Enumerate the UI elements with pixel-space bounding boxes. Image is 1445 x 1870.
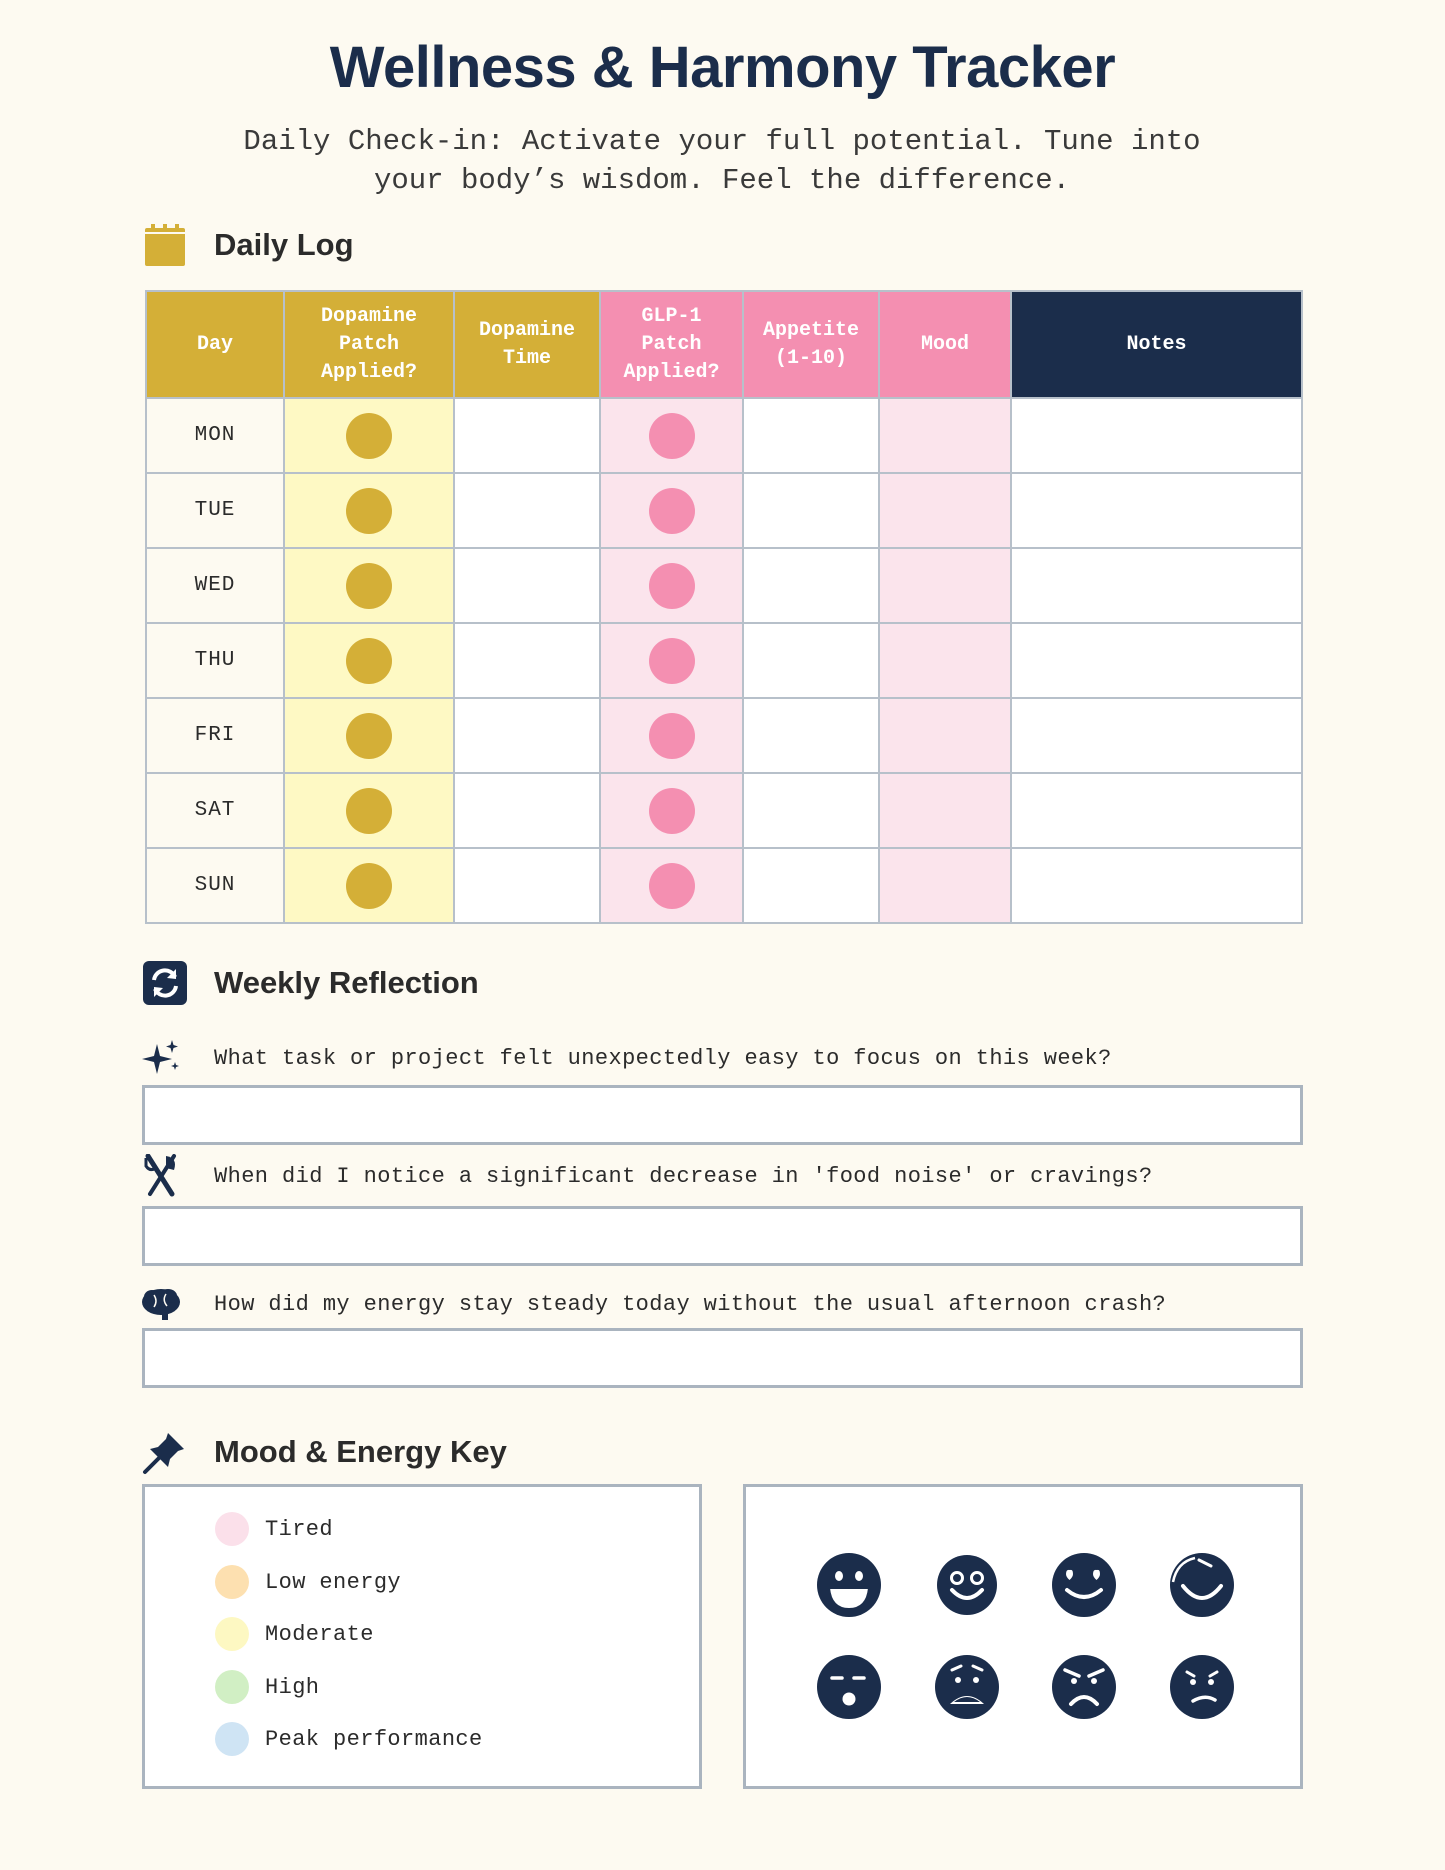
mood-cell[interactable] [879, 698, 1011, 773]
dopamine-time-cell[interactable] [454, 623, 600, 698]
checkbox-dot[interactable] [346, 788, 392, 834]
swatch [215, 1565, 249, 1599]
dopamine-patch-cell[interactable] [284, 548, 454, 623]
mood-cell[interactable] [879, 398, 1011, 473]
legend-item-high: High [215, 1669, 319, 1705]
dopamine-time-cell[interactable] [454, 698, 600, 773]
notes-cell[interactable] [1011, 698, 1302, 773]
question-text: When did I notice a significant decrease in 'food noise' or cravings? [214, 1163, 1153, 1189]
mood-cell[interactable] [879, 623, 1011, 698]
swatch [215, 1512, 249, 1546]
appetite-cell[interactable] [743, 773, 879, 848]
dopamine-patch-cell[interactable] [284, 773, 454, 848]
day-cell: SUN [146, 848, 284, 923]
table-header-row [146, 291, 1302, 398]
heart-eyes-face-icon [1051, 1552, 1117, 1618]
dopamine-patch-cell[interactable] [284, 398, 454, 473]
checkbox-dot[interactable] [346, 863, 392, 909]
swatch [215, 1670, 249, 1704]
dopamine-patch-cell[interactable] [284, 698, 454, 773]
notes-cell[interactable] [1011, 548, 1302, 623]
fork-knife-icon [140, 1154, 182, 1198]
relieved-face-icon [1169, 1552, 1235, 1618]
surprised-face-icon [816, 1654, 882, 1720]
notes-cell[interactable] [1011, 623, 1302, 698]
mood-key-heading [140, 1427, 507, 1477]
page-subtitle: Daily Check-in: Activate your full potential. Tune into your body’s wisdom. Feel the difference. [243, 125, 1201, 197]
notes-cell[interactable] [1011, 473, 1302, 548]
worried-face-icon [1169, 1654, 1235, 1720]
legend-item-moderate: Moderate [215, 1616, 374, 1652]
table-row [146, 698, 1302, 773]
section-title: Daily Log [214, 227, 354, 262]
mood-cell[interactable] [879, 548, 1011, 623]
table-row [146, 773, 1302, 848]
column-header-mood: Mood [879, 291, 1011, 398]
checkbox-dot[interactable] [346, 713, 392, 759]
checkbox-dot[interactable] [649, 713, 695, 759]
section-title: Mood & Energy Key [214, 1434, 507, 1469]
dopamine-patch-cell[interactable] [284, 848, 454, 923]
glp1-patch-cell[interactable] [600, 473, 743, 548]
day-cell: THU [146, 623, 284, 698]
swatch [215, 1617, 249, 1651]
mood-cell[interactable] [879, 473, 1011, 548]
dopamine-time-cell[interactable] [454, 548, 600, 623]
glp1-patch-cell[interactable] [600, 623, 743, 698]
table-row [146, 548, 1302, 623]
dopamine-patch-cell[interactable] [284, 473, 454, 548]
table-row [146, 623, 1302, 698]
column-header-glp1-patch: GLP-1 Patch Applied? [600, 291, 743, 398]
section-title: Weekly Reflection [214, 965, 479, 1000]
day-cell: WED [146, 548, 284, 623]
question-text: How did my energy stay steady today without the usual afternoon crash? [214, 1291, 1167, 1317]
dopamine-time-cell[interactable] [454, 473, 600, 548]
glp1-patch-cell[interactable] [600, 398, 743, 473]
checkbox-dot[interactable] [649, 788, 695, 834]
column-header-day: Day [146, 291, 284, 398]
dopamine-patch-cell[interactable] [284, 623, 454, 698]
weekly-reflection-heading [140, 958, 479, 1008]
reflection-question-1 [140, 1036, 1112, 1080]
question-text: What task or project felt unexpectedly easy to focus on this week? [214, 1045, 1112, 1071]
calendar-icon [140, 220, 190, 270]
reflection-answer-3[interactable] [142, 1328, 1303, 1388]
reflection-question-2 [140, 1154, 1153, 1198]
table-row [146, 473, 1302, 548]
sparkle-icon [140, 1036, 182, 1080]
appetite-cell[interactable] [743, 623, 879, 698]
appetite-cell[interactable] [743, 548, 879, 623]
checkbox-dot[interactable] [649, 638, 695, 684]
checkbox-dot[interactable] [649, 488, 695, 534]
checkbox-dot[interactable] [346, 488, 392, 534]
notes-cell[interactable] [1011, 848, 1302, 923]
dopamine-time-cell[interactable] [454, 848, 600, 923]
pushpin-icon [140, 1427, 190, 1477]
mood-cell[interactable] [879, 773, 1011, 848]
day-cell: FRI [146, 698, 284, 773]
checkbox-dot[interactable] [346, 563, 392, 609]
swatch [215, 1722, 249, 1756]
page-title: Wellness & Harmony Tracker [329, 35, 1116, 100]
legend-item-low-energy: Low energy [215, 1564, 401, 1600]
refresh-icon [140, 958, 190, 1008]
day-cell: MON [146, 398, 284, 473]
legend-item-tired: Tired [215, 1511, 333, 1547]
notes-cell[interactable] [1011, 773, 1302, 848]
mood-faces-panel [743, 1484, 1303, 1789]
mood-cell[interactable] [879, 848, 1011, 923]
dopamine-time-cell[interactable] [454, 773, 600, 848]
table-row [146, 398, 1302, 473]
appetite-cell[interactable] [743, 698, 879, 773]
legend-item-peak-performance: Peak performance [215, 1721, 483, 1757]
day-cell: TUE [146, 473, 284, 548]
table-row [146, 848, 1302, 923]
sad-face-icon [934, 1654, 1000, 1720]
appetite-cell[interactable] [743, 473, 879, 548]
checkbox-dot[interactable] [346, 413, 392, 459]
reflection-answer-2[interactable] [142, 1206, 1303, 1266]
checkbox-dot[interactable] [649, 413, 695, 459]
column-header-notes: Notes [1011, 291, 1302, 398]
daily-log-heading [140, 220, 354, 270]
checkbox-dot[interactable] [346, 638, 392, 684]
column-header-appetite: Appetite (1-10) [743, 291, 879, 398]
brain-icon [140, 1282, 182, 1326]
notes-cell[interactable] [1011, 398, 1302, 473]
angry-face-icon [1051, 1654, 1117, 1720]
smiling-face-icon [934, 1552, 1000, 1618]
checkbox-dot[interactable] [649, 863, 695, 909]
glp1-patch-cell[interactable] [600, 848, 743, 923]
daily-log-table [145, 290, 1303, 924]
day-cell: SAT [146, 773, 284, 848]
column-header-dopamine-time: Dopamine Time [454, 291, 600, 398]
grinning-face-icon [816, 1552, 882, 1618]
checkbox-dot[interactable] [649, 563, 695, 609]
glp1-patch-cell[interactable] [600, 548, 743, 623]
energy-legend [142, 1484, 702, 1789]
column-header-dopamine-patch: Dopamine Patch Applied? [284, 291, 454, 398]
reflection-question-3 [140, 1282, 1166, 1326]
glp1-patch-cell[interactable] [600, 698, 743, 773]
reflection-answer-1[interactable] [142, 1085, 1303, 1145]
appetite-cell[interactable] [743, 848, 879, 923]
appetite-cell[interactable] [743, 398, 879, 473]
dopamine-time-cell[interactable] [454, 398, 600, 473]
glp1-patch-cell[interactable] [600, 773, 743, 848]
